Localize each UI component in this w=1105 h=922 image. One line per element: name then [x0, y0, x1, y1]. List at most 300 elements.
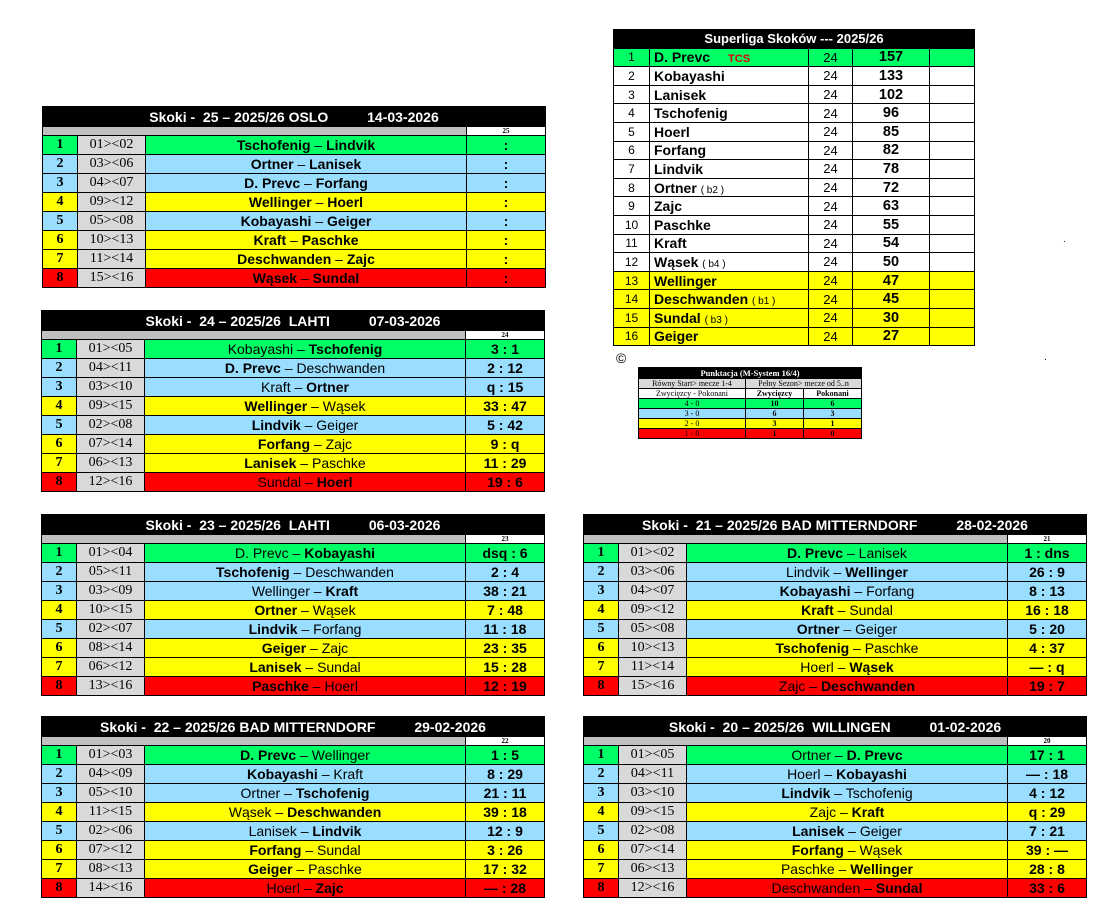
- match-result: 7 : 48: [466, 601, 545, 620]
- match-dash: –: [290, 379, 307, 395]
- match-jumpers: [146, 174, 467, 193]
- match-result: :: [467, 231, 546, 250]
- match-dash: –: [829, 564, 846, 580]
- match-jumpers: [145, 765, 466, 784]
- round-20-table: [583, 716, 1085, 898]
- jumper-a: Ortner: [791, 747, 832, 763]
- standings-points: 45: [853, 290, 930, 309]
- match-dash: –: [296, 747, 312, 763]
- match-result: 17 : 32: [466, 860, 545, 879]
- match-result: 3 : 1: [466, 340, 545, 359]
- standings-empty: [930, 48, 975, 67]
- match-dash: –: [836, 804, 852, 820]
- punktacja-sub-left: Zwycięzcy - Pokonani: [639, 389, 746, 399]
- match-jumpers: [145, 435, 466, 454]
- match-jumpers: [687, 620, 1008, 639]
- match-result: 3 : 26: [466, 841, 545, 860]
- match-dash: –: [280, 360, 297, 376]
- standings-name-cell: [650, 122, 809, 141]
- jumper-a: Geiger: [261, 640, 307, 656]
- match-jumpers: [145, 620, 466, 639]
- jumper-b: Tschofenig: [845, 785, 913, 801]
- punktacja-win: 10: [746, 399, 804, 409]
- jumper-a: Wellinger: [248, 194, 312, 210]
- jumper-b: Forfang: [315, 175, 368, 191]
- match-dash: –: [311, 194, 328, 210]
- match-jumpers: [145, 359, 466, 378]
- standings-empty: [930, 85, 975, 104]
- match-jumpers: [145, 639, 466, 658]
- standings-position: 10: [614, 215, 650, 234]
- standings-row: [614, 85, 975, 104]
- match-pairing: 07><14: [77, 435, 145, 454]
- round-title: Skoki - 25 – 2025/26 OSLO 14-03-2026: [43, 107, 546, 127]
- match-jumpers: [146, 155, 467, 174]
- match-result: — : 28: [466, 879, 545, 898]
- match-pairing: 02><07: [77, 620, 145, 639]
- standings-name: Tschofenig: [654, 105, 728, 122]
- match-pairing: 01><04: [77, 544, 145, 563]
- match-row: [42, 841, 545, 860]
- standings-name-cell: [650, 178, 809, 197]
- match-pairing: 07><12: [77, 841, 145, 860]
- match-jumpers: [145, 454, 466, 473]
- standings-position: 11: [614, 234, 650, 253]
- standings-row: [614, 197, 975, 216]
- match-row: [42, 860, 545, 879]
- standings-name: Lanisek: [654, 86, 707, 103]
- match-jumpers: [687, 879, 1008, 898]
- standings-points: 85: [853, 122, 930, 141]
- match-pairing: 03><10: [619, 784, 687, 803]
- punktacja-head-left: Równy Start> mecze 1-4: [639, 379, 746, 389]
- match-result: :: [467, 212, 546, 231]
- match-pairing: 05><10: [77, 784, 145, 803]
- match-pairing: 08><14: [77, 639, 145, 658]
- jumper-b: Zajc: [315, 880, 344, 896]
- copyright-mark: ©: [616, 350, 627, 366]
- jumper-a: Zajc: [778, 678, 806, 694]
- match-dash: –: [300, 417, 317, 433]
- match-pairing: 01><02: [78, 136, 146, 155]
- match-row: [42, 658, 545, 677]
- round-number-label: 20: [1008, 737, 1087, 746]
- match-result: :: [467, 250, 546, 269]
- match-row: [42, 359, 545, 378]
- jumper-b: Forfang: [313, 621, 362, 637]
- jumper-b: Sundal: [875, 880, 923, 896]
- match-pairing: 10><15: [77, 601, 145, 620]
- punktacja-row: [639, 429, 862, 439]
- match-dash: –: [301, 659, 318, 675]
- standings-name-cell: [650, 308, 809, 327]
- jumper-a: Ortner: [796, 621, 840, 637]
- match-number: 5: [43, 212, 78, 231]
- round-spacer: [584, 535, 1008, 544]
- match-result: 2 : 12: [466, 359, 545, 378]
- standings-points: 82: [853, 141, 930, 160]
- jumper-a: Forfang: [249, 842, 302, 858]
- standings-empty: [930, 234, 975, 253]
- match-row: [43, 231, 546, 250]
- jumper-b: Wąsek: [849, 659, 894, 675]
- match-pairing: 04><11: [77, 359, 145, 378]
- match-result: q : 15: [466, 378, 545, 397]
- match-pairing: 11><14: [78, 250, 146, 269]
- standings-empty: [930, 178, 975, 197]
- punktacja-score: 4 - 0: [639, 399, 746, 409]
- standings-row: [614, 253, 975, 272]
- standings-name-cell: [650, 85, 809, 104]
- round-21-table: [583, 514, 1085, 696]
- match-result: — : q: [1008, 658, 1087, 677]
- match-result: — : 18: [1008, 765, 1087, 784]
- round-spacer: [42, 737, 466, 746]
- match-pairing: 15><16: [619, 677, 687, 696]
- match-dash: –: [833, 602, 850, 618]
- jumper-a: Lindvik: [781, 785, 831, 801]
- match-number: 5: [584, 822, 619, 841]
- match-number: 2: [42, 765, 77, 784]
- standings-position: 13: [614, 271, 650, 290]
- match-result: 12 : 19: [466, 677, 545, 696]
- standings-empty: [930, 215, 975, 234]
- match-pairing: 10><13: [619, 639, 687, 658]
- jumper-b: Geiger: [316, 417, 359, 433]
- standings-name-cell: [650, 160, 809, 179]
- match-row: [42, 454, 545, 473]
- match-jumpers: [687, 658, 1008, 677]
- jumper-a: Paschke: [252, 678, 309, 694]
- match-result: 8 : 29: [466, 765, 545, 784]
- standings-empty: [930, 308, 975, 327]
- jumper-b: Wąsek: [322, 398, 366, 414]
- match-dash: –: [820, 766, 837, 782]
- punktacja-score: 3 - 0: [639, 409, 746, 419]
- round-spacer: [584, 737, 1008, 746]
- match-row: [584, 658, 1087, 677]
- round-number-label: 21: [1008, 535, 1087, 544]
- standings-points: 133: [853, 67, 930, 86]
- jumper-b: Paschke: [864, 640, 919, 656]
- match-jumpers: [145, 746, 466, 765]
- round-title: Skoki - 23 – 2025/26 LAHTI 06-03-2026: [42, 515, 545, 535]
- standings-points: 72: [853, 178, 930, 197]
- match-jumpers: [687, 746, 1008, 765]
- match-result: 39 : 18: [466, 803, 545, 822]
- match-jumpers: [146, 136, 467, 155]
- jumper-b: Geiger: [327, 213, 372, 229]
- jumper-a: Sundal: [257, 474, 302, 490]
- match-jumpers: [145, 784, 466, 803]
- jumper-a: Ortner: [240, 785, 281, 801]
- standings-row: [614, 271, 975, 290]
- match-jumpers: [687, 822, 1008, 841]
- jumper-a: Lanisek: [249, 659, 302, 675]
- match-row: [42, 822, 545, 841]
- match-pairing: 03><06: [78, 155, 146, 174]
- match-dash: –: [310, 436, 326, 452]
- match-row: [584, 677, 1087, 696]
- round-number-label: 23: [466, 535, 545, 544]
- match-dash: –: [306, 640, 322, 656]
- match-jumpers: [145, 677, 466, 696]
- match-number: 3: [584, 784, 619, 803]
- match-number: 3: [42, 784, 77, 803]
- jumper-a: D. Prevc: [787, 545, 844, 561]
- standings-points: 54: [853, 234, 930, 253]
- round-title: Skoki - 20 – 2025/26 WILLINGEN 01-02-2026: [584, 717, 1087, 737]
- match-number: 2: [42, 563, 77, 582]
- match-jumpers: [145, 378, 466, 397]
- jumper-b: Sundal: [849, 602, 893, 618]
- match-jumpers: [146, 269, 467, 288]
- standings-starts: 24: [809, 160, 853, 179]
- match-dash: –: [831, 747, 847, 763]
- match-jumpers: [687, 677, 1008, 696]
- match-result: 33 : 6: [1008, 879, 1087, 898]
- standings-starts: 24: [809, 48, 853, 67]
- match-number: 6: [584, 639, 619, 658]
- punktacja-score: 2 - 0: [639, 419, 746, 429]
- jumper-b: Lindvik: [312, 823, 362, 839]
- match-jumpers: [145, 397, 466, 416]
- standings-name-cell: [650, 67, 809, 86]
- match-row: [584, 563, 1087, 582]
- match-jumpers: [145, 879, 466, 898]
- match-dash: –: [299, 880, 316, 896]
- standings-position: 9: [614, 197, 650, 216]
- standings-row: [614, 308, 975, 327]
- match-row: [584, 784, 1087, 803]
- standings-position: 16: [614, 327, 650, 346]
- match-jumpers: [145, 563, 466, 582]
- standings-points: 50: [853, 253, 930, 272]
- punktacja-row: [639, 409, 862, 419]
- match-dash: –: [280, 785, 296, 801]
- match-pairing: 06><12: [77, 658, 145, 677]
- match-row: [42, 340, 545, 359]
- standings-position: 7: [614, 160, 650, 179]
- jumper-a: Deschwanden: [237, 251, 332, 267]
- standings-tag: ( b1 ): [752, 296, 776, 308]
- standings-table: [613, 29, 974, 346]
- jumper-a: Kobayashi: [227, 341, 294, 357]
- match-number: 8: [584, 677, 619, 696]
- match-pairing: 01><05: [77, 340, 145, 359]
- standings-starts: 24: [809, 67, 853, 86]
- stray-dot: .: [1063, 234, 1066, 245]
- standings-name: Paschke: [654, 216, 711, 233]
- standings-name-cell: [650, 141, 809, 160]
- match-result: 12 : 9: [466, 822, 545, 841]
- standings-position: 2: [614, 67, 650, 86]
- jumper-b: Deschwanden: [287, 804, 382, 820]
- match-number: 3: [584, 582, 619, 601]
- standings-points: 63: [853, 197, 930, 216]
- match-result: q : 29: [1008, 803, 1087, 822]
- match-result: :: [467, 193, 546, 212]
- standings-name: Kobayashi: [654, 67, 725, 84]
- round-number-label: 25: [467, 127, 546, 136]
- match-jumpers: [145, 473, 466, 492]
- match-pairing: 10><13: [78, 231, 146, 250]
- match-jumpers: [687, 639, 1008, 658]
- match-number: 2: [43, 155, 78, 174]
- match-row: [42, 397, 545, 416]
- punktacja-lose: 3: [804, 409, 862, 419]
- match-row: [42, 879, 545, 898]
- match-number: 4: [584, 601, 619, 620]
- match-result: 23 : 35: [466, 639, 545, 658]
- jumper-a: Forfang: [791, 842, 844, 858]
- standings-starts: 24: [809, 271, 853, 290]
- match-number: 7: [43, 250, 78, 269]
- match-pairing: 04><07: [619, 582, 687, 601]
- punktacja-lose: 1: [804, 419, 862, 429]
- match-jumpers: [687, 803, 1008, 822]
- match-jumpers: [145, 841, 466, 860]
- jumper-a: Hoerl: [800, 659, 834, 675]
- round-number-label: 22: [466, 737, 545, 746]
- match-row: [584, 860, 1087, 879]
- match-jumpers: [145, 658, 466, 677]
- standings-name: Lindvik: [654, 160, 704, 177]
- round-24-table: [41, 310, 544, 492]
- match-pairing: 09><15: [619, 803, 687, 822]
- match-number: 1: [584, 746, 619, 765]
- standings-points: 78: [853, 160, 930, 179]
- match-result: :: [467, 269, 546, 288]
- standings-empty: [930, 290, 975, 309]
- match-pairing: 03><06: [619, 563, 687, 582]
- standings-starts: 24: [809, 178, 853, 197]
- match-number: 7: [584, 860, 619, 879]
- jumper-b: Kraft: [325, 583, 359, 599]
- standings-name-cell: [650, 104, 809, 123]
- standings-row: [614, 178, 975, 197]
- match-pairing: 05><08: [619, 620, 687, 639]
- match-pairing: 05><11: [77, 563, 145, 582]
- match-jumpers: [687, 601, 1008, 620]
- match-dash: –: [309, 583, 326, 599]
- jumper-a: Lanisek: [792, 823, 845, 839]
- round-title: Skoki - 22 – 2025/26 BAD MITTERNDORF 29-02-2026: [42, 717, 545, 737]
- standings-row: [614, 141, 975, 160]
- standings-name-cell: [650, 327, 809, 346]
- match-pairing: 09><12: [619, 601, 687, 620]
- match-pairing: 01><02: [619, 544, 687, 563]
- match-row: [43, 155, 546, 174]
- jumper-b: Sundal: [317, 659, 361, 675]
- match-result: 26 : 9: [1008, 563, 1087, 582]
- jumper-a: Ortner: [250, 156, 294, 172]
- standings-row: [614, 48, 975, 67]
- jumper-a: Geiger: [248, 861, 293, 877]
- standings-empty: [930, 141, 975, 160]
- match-row: [43, 212, 546, 231]
- match-number: 7: [42, 658, 77, 677]
- match-pairing: 06><13: [77, 454, 145, 473]
- match-pairing: 01><05: [619, 746, 687, 765]
- jumper-b: Wellinger: [311, 747, 370, 763]
- jumper-b: Wąsek: [859, 842, 903, 858]
- match-row: [42, 784, 545, 803]
- match-dash: –: [843, 842, 860, 858]
- match-pairing: 02><06: [77, 822, 145, 841]
- match-result: 28 : 8: [1008, 860, 1087, 879]
- jumper-b: Zajc: [346, 251, 375, 267]
- standings-starts: 24: [809, 197, 853, 216]
- match-pairing: 14><16: [77, 879, 145, 898]
- match-result: 9 : q: [466, 435, 545, 454]
- match-result: 7 : 21: [1008, 822, 1087, 841]
- match-dash: –: [289, 564, 306, 580]
- jumper-a: Kraft: [801, 602, 834, 618]
- match-result: :: [467, 174, 546, 193]
- jumper-b: Deschwanden: [820, 678, 916, 694]
- match-number: 5: [584, 620, 619, 639]
- standings-name: Forfang: [654, 142, 707, 159]
- match-number: 8: [42, 879, 77, 898]
- match-row: [42, 677, 545, 696]
- match-number: 6: [584, 841, 619, 860]
- match-row: [42, 378, 545, 397]
- match-dash: –: [844, 823, 860, 839]
- match-pairing: 11><15: [77, 803, 145, 822]
- match-result: 5 : 20: [1008, 620, 1087, 639]
- match-number: 2: [584, 563, 619, 582]
- match-number: 4: [584, 803, 619, 822]
- round-25-table: [42, 106, 545, 288]
- match-dash: –: [849, 640, 865, 656]
- match-row: [42, 435, 545, 454]
- match-row: [43, 193, 546, 212]
- standings-row: [614, 67, 975, 86]
- match-jumpers: [687, 784, 1008, 803]
- match-number: 4: [43, 193, 78, 212]
- jumper-a: Zajc: [809, 804, 837, 820]
- jumper-b: Paschke: [308, 861, 362, 877]
- match-number: 4: [42, 601, 77, 620]
- match-dash: –: [296, 455, 312, 471]
- match-jumpers: [687, 563, 1008, 582]
- match-number: 5: [42, 822, 77, 841]
- jumper-b: Wąsek: [312, 602, 356, 618]
- standings-row: [614, 104, 975, 123]
- jumper-b: D. Prevc: [846, 747, 903, 763]
- match-result: 19 : 6: [466, 473, 545, 492]
- match-number: 4: [42, 397, 77, 416]
- standings-position: 5: [614, 122, 650, 141]
- match-result: 19 : 7: [1008, 677, 1087, 696]
- jumper-a: Tschofenig: [775, 640, 850, 656]
- match-result: 38 : 21: [466, 582, 545, 601]
- standings-name-cell: [650, 215, 809, 234]
- match-number: 7: [42, 860, 77, 879]
- standings-title: Superliga Skoków --- 2025/26: [614, 30, 975, 49]
- match-result: 11 : 18: [466, 620, 545, 639]
- jumper-a: Paschke: [780, 861, 835, 877]
- match-number: 3: [42, 378, 77, 397]
- jumper-b: Deschwanden: [296, 360, 386, 376]
- standings-name: D. Prevc: [654, 49, 711, 66]
- jumper-a: D. Prevc: [224, 360, 281, 376]
- standings-starts: 24: [809, 141, 853, 160]
- match-jumpers: [687, 765, 1008, 784]
- match-result: 39 : —: [1008, 841, 1087, 860]
- jumper-a: Lindvik: [248, 621, 298, 637]
